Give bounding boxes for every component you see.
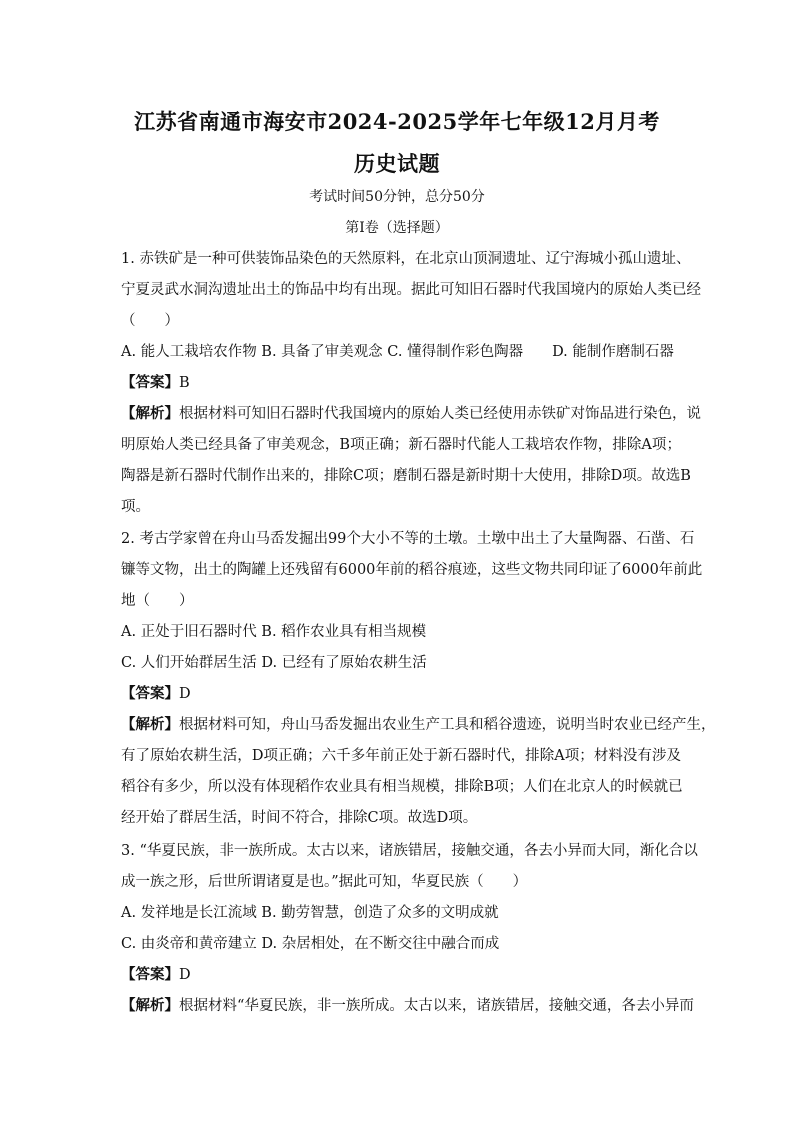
question-1-analysis-line-4: 项。 — [121, 499, 150, 515]
exam-time-info: 考试时间50分钟，总分50分 — [309, 189, 485, 205]
analysis-text: 根据材料可知，舟山马岙发掘出农业生产工具和稻谷遗迹，说明当时农业已经产生， — [179, 717, 716, 733]
question-2-analysis-line-2: 有了原始农耕生活，D项正确；六千多年前正处于新石器时代，排除A项；材料没有涉及 — [121, 748, 681, 764]
answer-tag: 【答案】 — [121, 685, 179, 702]
question-2-stem-line-3: 地（ ） — [121, 593, 194, 609]
answer-value: D — [179, 967, 191, 983]
answer-value: B — [179, 375, 190, 391]
exam-subject-title: 历史试题 — [354, 151, 440, 176]
question-1-answer — [121, 373, 681, 393]
exam-title: 江苏省南通市海安市2024-2025学年七年级12月月考 — [134, 109, 660, 134]
question-2-options-line-1: A. 正处于旧石器时代 B. 稻作农业具有相当规模 — [121, 624, 427, 640]
question-2-analysis-line-1 — [121, 715, 716, 735]
question-1-stem-line-1: 1. 赤铁矿是一种可供装饰品染色的天然原料，在北京山顶洞遗址、辽宁海城小孤山遗址、 — [121, 251, 691, 267]
analysis-tag: 【解析】 — [121, 997, 179, 1014]
analysis-text: 根据材料可知旧石器时代我国境内的原始人类已经使用赤铁矿对饰品进行染色，说 — [179, 406, 701, 422]
question-1-stem-line-3: （ ） — [121, 313, 179, 329]
question-1-analysis-line-2: 明原始人类已经具备了审美观念，B项正确；新石器时代能人工栽培农作物，排除A项； — [121, 437, 681, 453]
question-1-stem-line-2: 宁夏灵武水洞沟遗址出土的饰品中均有出现。据此可知旧石器时代我国境内的原始人类已经 — [121, 282, 701, 298]
section-heading: 第Ⅰ卷（选择题） — [345, 220, 449, 236]
question-2-options-line-2: C. 人们开始群居生活 D. 已经有了原始农耕生活 — [121, 655, 427, 671]
question-1-analysis-line-1 — [121, 404, 701, 424]
question-2-analysis-line-3: 稻谷有多少，所以没有体现稻作农业具有相当规模，排除B项；人们在北京人的时候就已 — [121, 779, 683, 795]
question-3-answer — [121, 965, 681, 985]
answer-tag: 【答案】 — [121, 374, 179, 391]
question-1-analysis-line-3: 陶器是新石器时代制作出来的，排除C项；磨制石器是新时期十大使用，排除D项。故选B — [121, 468, 691, 484]
question-3-options-line-2: C. 由炎帝和黄帝建立 D. 杂居相处，在不断交往中融合而成 — [121, 936, 500, 952]
question-2-stem-line-1: 2. 考古学家曾在舟山马岙发掘出99个大小不等的土墩。土墩中出土了大量陶器、石凿、石 — [121, 531, 695, 547]
question-2-stem-line-2: 镰等文物，出土的陶罐上还残留有6000年前的稻谷痕迹，这些文物共同印证了6000年前此 — [121, 562, 703, 578]
analysis-tag: 【解析】 — [121, 716, 179, 733]
question-3-analysis-line-1 — [121, 996, 694, 1016]
analysis-tag: 【解析】 — [121, 405, 179, 422]
question-3-stem-line-2: 成一族之形，后世所谓诸夏是也。”据此可知，华夏民族（ ） — [121, 874, 528, 890]
question-2-answer — [121, 684, 681, 704]
analysis-text: 根据材料“华夏民族，非一族所成。太古以来，诸族错居，接触交通，各去小异而 — [179, 998, 694, 1014]
question-3-options-line-1: A. 发祥地是长江流域 B. 勤劳智慧，创造了众多的文明成就 — [121, 905, 499, 921]
answer-tag: 【答案】 — [121, 966, 179, 983]
question-2-analysis-line-4: 经开始了群居生活，时间不符合，排除C项。故选D项。 — [121, 810, 478, 826]
answer-value: D — [179, 686, 191, 702]
question-3-stem-line-1: 3. “华夏民族，非一族所成。太古以来，诸族错居，接触交通，各去小异而大同，渐化合以 — [121, 843, 698, 859]
question-1-options: A. 能人工栽培农作物 B. 具备了审美观念 C. 懂得制作彩色陶器 D. 能制作磨制石器 — [121, 344, 674, 360]
